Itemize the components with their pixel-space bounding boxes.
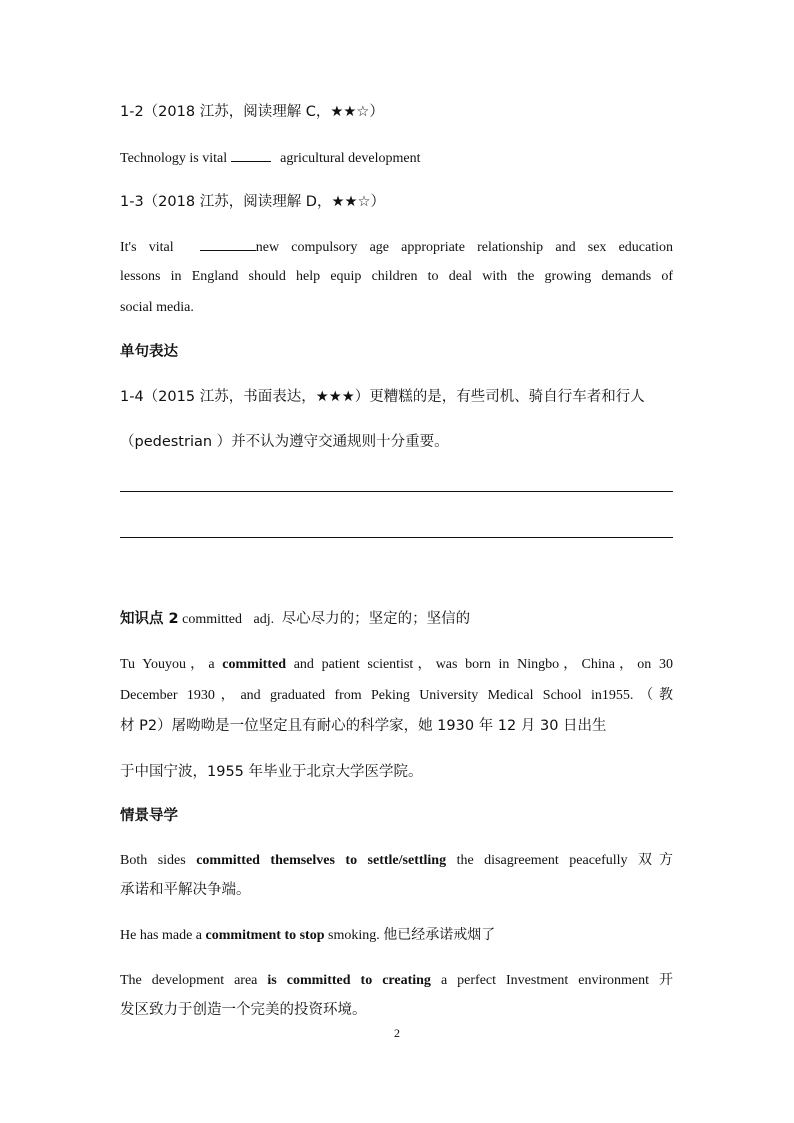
context-sentence-3 (120, 971, 673, 991)
context-sentence-3-translation: 发区致力于创造一个完美的投资环境。 (120, 1002, 367, 1018)
example-line-1 (120, 655, 673, 675)
sentence-text: The development area (120, 973, 258, 988)
section-heading-context: 情景导学 (120, 808, 178, 824)
example-text: and patient scientist，was born in Ningbo，China，on 30 (293, 657, 674, 672)
sentence-text: the disagreement peacefully 双方 (456, 853, 674, 868)
sentence-text: Both sides (120, 853, 186, 868)
answer-blank[interactable] (231, 147, 271, 162)
section-heading-single-sentence: 单句表达 (120, 344, 178, 360)
knowledge-point-2 (120, 609, 470, 630)
question-1-3-label: 1-3（2018 江苏，阅读理解 D，★★☆） (120, 194, 385, 210)
question-1-2-label: 1-2（2018 江苏，阅读理解 C，★★☆） (120, 104, 384, 120)
question-1-3-line1 (120, 236, 673, 258)
sentence-text: He has made a (120, 928, 203, 943)
example-line-2: December 1930，and graduated from Peking University Medical School in1955.（教 (120, 688, 673, 703)
knowledge-point-pos: adj. (253, 612, 275, 627)
answer-line[interactable] (120, 537, 673, 538)
knowledge-point-word: committed (182, 612, 243, 627)
question-1-3-rest: new compulsory age appropriate relationship and sex education (255, 240, 674, 255)
question-1-4-line2: （pedestrian ）并不认为遵守交通规则十分重要。 (120, 434, 449, 450)
example-line-4: 于中国宁波，1955 年毕业于北京大学医学院。 (120, 764, 423, 780)
example-keyword: committed (222, 657, 287, 672)
context-sentence-1-translation: 承诺和平解决争端。 (120, 882, 251, 898)
question-1-3-line3: social media. (120, 300, 194, 315)
question-1-3-line2: lessons in England should help equip children to deal with the growing demands of (120, 269, 673, 284)
answer-line[interactable] (120, 491, 673, 492)
page-number: 2 (394, 1026, 400, 1040)
question-1-3-start: It's vital (120, 240, 174, 255)
knowledge-point-meaning: 尽心尽力的；坚定的；坚信的 (281, 611, 471, 627)
sentence-keyword: commitment to stop (205, 928, 325, 943)
context-sentence-2 (120, 926, 495, 946)
question-1-4-line1: 1-4（2015 江苏，书面表达，★★★）更糟糕的是，有些司机、骑自行车者和行人 (120, 389, 645, 405)
question-1-2-after: agricultural development (280, 151, 421, 166)
answer-blank[interactable] (200, 236, 256, 251)
sentence-text: a perfect Investment environment 开 (440, 973, 674, 988)
context-sentence-1 (120, 851, 673, 871)
example-line-3: 材 P2）屠呦呦是一位坚定且有耐心的科学家，她 1930 年 12 月 30 日出生 (120, 718, 607, 734)
sentence-keyword: committed themselves to settle/settling (196, 853, 447, 868)
example-text: Tu Youyou，a (120, 657, 215, 672)
knowledge-point-label: 知识点 2 (120, 611, 179, 627)
sentence-keyword: is committed to creating (267, 973, 431, 988)
sentence-text: smoking. 他已经承诺戒烟了 (328, 928, 496, 943)
question-1-2-before: Technology is vital (120, 151, 228, 166)
question-1-2-sentence (120, 147, 420, 169)
